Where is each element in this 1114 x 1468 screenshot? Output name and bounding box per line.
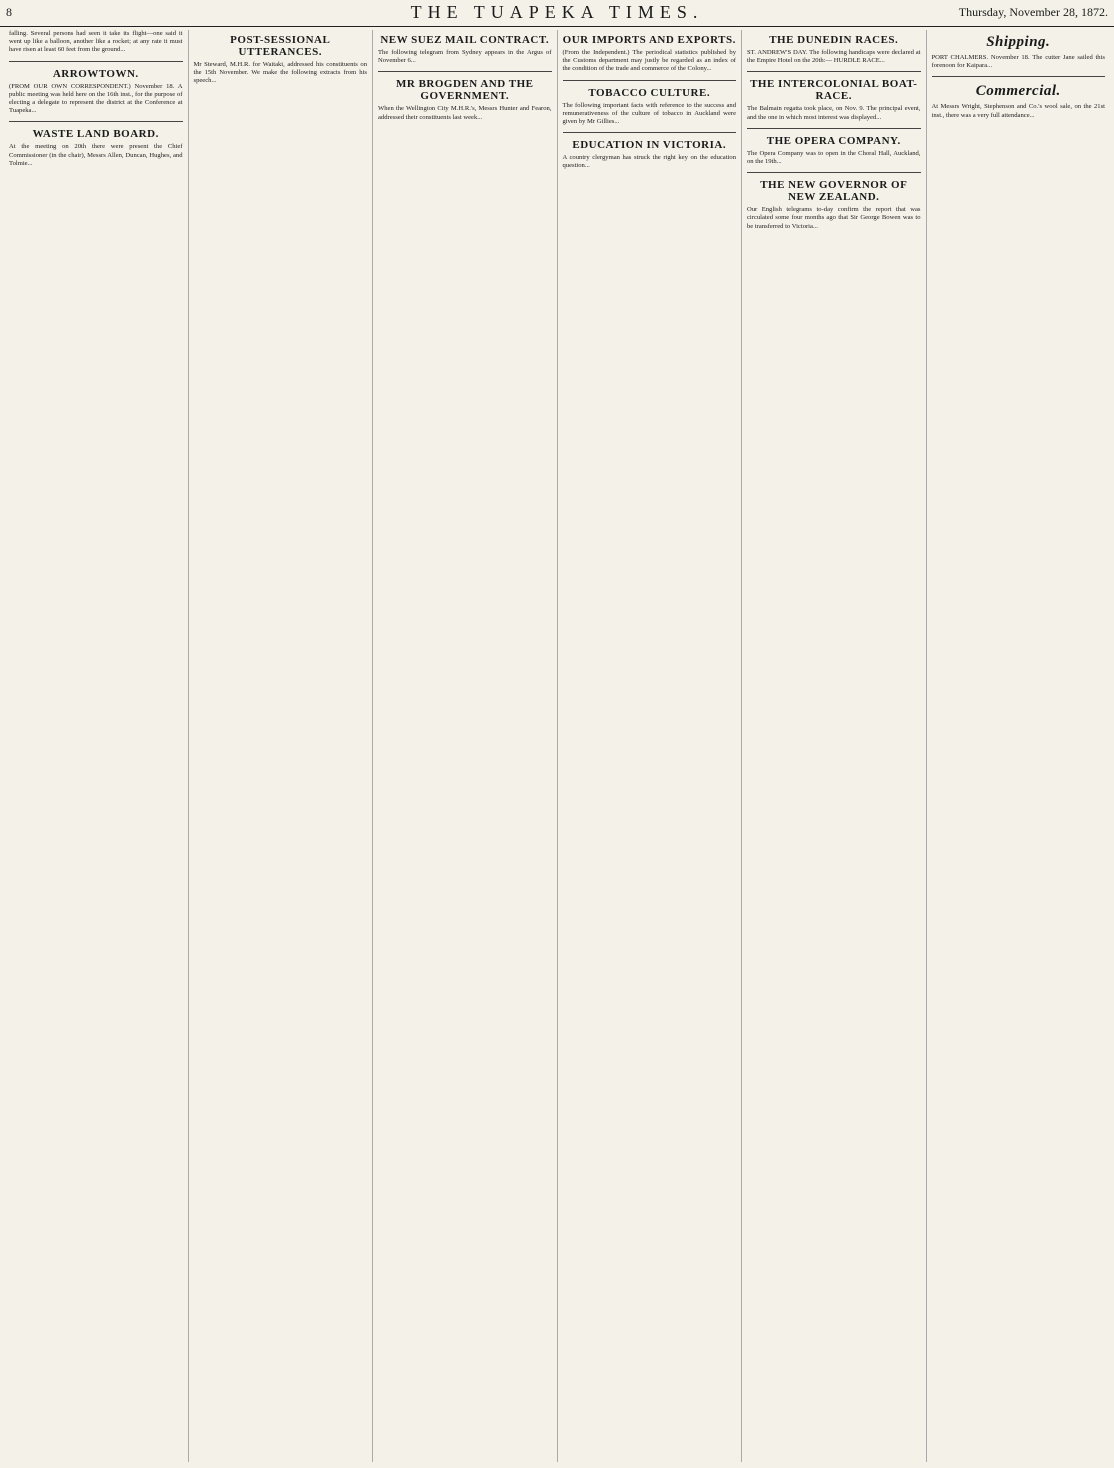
article-text: Our English telegrams to-day confirm the report that was circulated some four months ago that Sir George Bowen was to be transferred to Victoria... [747,206,923,230]
divider [563,80,737,81]
article-text: (From the Independent.) The periodical statistics published by the Customs department may justly be regarded as an index of the condition of the trade and commerce of the Colony... [562,49,738,73]
article-text: (FROM OUR OWN CORRESPONDENT.) November 18. A public meeting was held here on the 16th inst., for the purpose of electing a delegate to represent the district at the Conference at Tuapeka... [9,82,185,115]
article-text: Mr Steward, M.H.R. for Waitaki, addressed his constituents on the 15th November. We make the following extracts from his speech... [193,61,369,85]
article-heading: ARROWTOWN. [52,67,139,80]
article-heading: WASTE LAND BOARD. [32,128,159,141]
article-text: At Messrs Wright, Stephenson and Co.'s wool sale, on the 21st inst., there was a very full attendance... [931,103,1107,119]
article-heading: THE DUNEDIN RACES. [769,34,899,46]
article-text: A country clergyman has struck the right key on the education question... [562,154,738,170]
newspaper-title: THE TUAPEKA TIMES. [410,2,704,22]
divider [378,71,552,72]
columns [4,30,1110,1462]
divider [747,71,921,72]
masthead [0,0,1114,27]
article-heading: OUR IMPORTS AND EXPORTS. [562,34,736,46]
article-heading: Shipping. [986,34,1051,50]
article-heading: THE OPERA COMPANY. [766,134,901,147]
page-number: 8 [6,5,12,19]
article-heading: THE INTERCOLONIAL BOAT-RACE. [750,78,918,103]
article-text: PORT CHALMERS. November 18. The cutter Jane sailed this forenoon for Kaipara... [931,54,1107,70]
article-text: The following important facts with reference to the success and remunerativeness of the culture of tobacco in Auckland were given by Mr Gillies... [562,101,738,126]
divider [747,172,921,173]
issue-date: Thursday, November 28, 1872. [958,5,1108,19]
column-4 [557,30,742,1462]
article-heading: NEW SUEZ MAIL CONTRACT. [380,34,550,46]
divider [563,132,737,133]
article-text: The Balmain regatta took place, on Nov. 9. The principal event, and the one in which most interest was displayed... [747,105,923,121]
divider [932,76,1106,77]
article-text: When the Wellington City M.H.R.'s, Messrs Hunter and Fearon, addressed their constituents last week... [378,105,554,121]
article-heading: TOBACCO CULTURE. [588,86,711,99]
column-6 [926,30,1111,1462]
article-text: falling. Several persons had seen it take its flight—one said it went up like a balloon, another like a rocket; at any rate it must have risen at least 60 feet from the ground... [9,30,185,54]
article-text: The following telegram from Sydney appears in the Argus of November 6... [378,49,554,65]
article-heading: EDUCATION IN VICTORIA. [572,139,727,152]
article-text: At the meeting on 20th there were present the Chief Commissioner (in the chair), Messrs Allen, Duncan, Hughes, and Tolmie... [9,143,185,167]
article-heading: THE NEW GOVERNOR OF NEW ZEALAND. [760,179,908,204]
column-5 [741,30,926,1462]
article-heading: Commercial. [975,83,1061,100]
article-heading: POST-SESSIONAL UTTERANCES. [230,34,331,58]
column-1 [4,30,188,1462]
divider [9,121,183,122]
article-text: The Opera Company was to open in the Choral Hall, Auckland, on the 19th... [747,149,923,166]
column-2 [188,30,373,1462]
divider [747,128,921,129]
column-3 [372,30,557,1462]
divider [9,61,183,62]
article-text: ST. ANDREW'S DAY. The following handicaps were declared at the Empire Hotel on the 20th:— HURDLE RACE... [747,49,923,65]
article-heading: MR BROGDEN AND THE GOVERNMENT. [396,78,534,103]
